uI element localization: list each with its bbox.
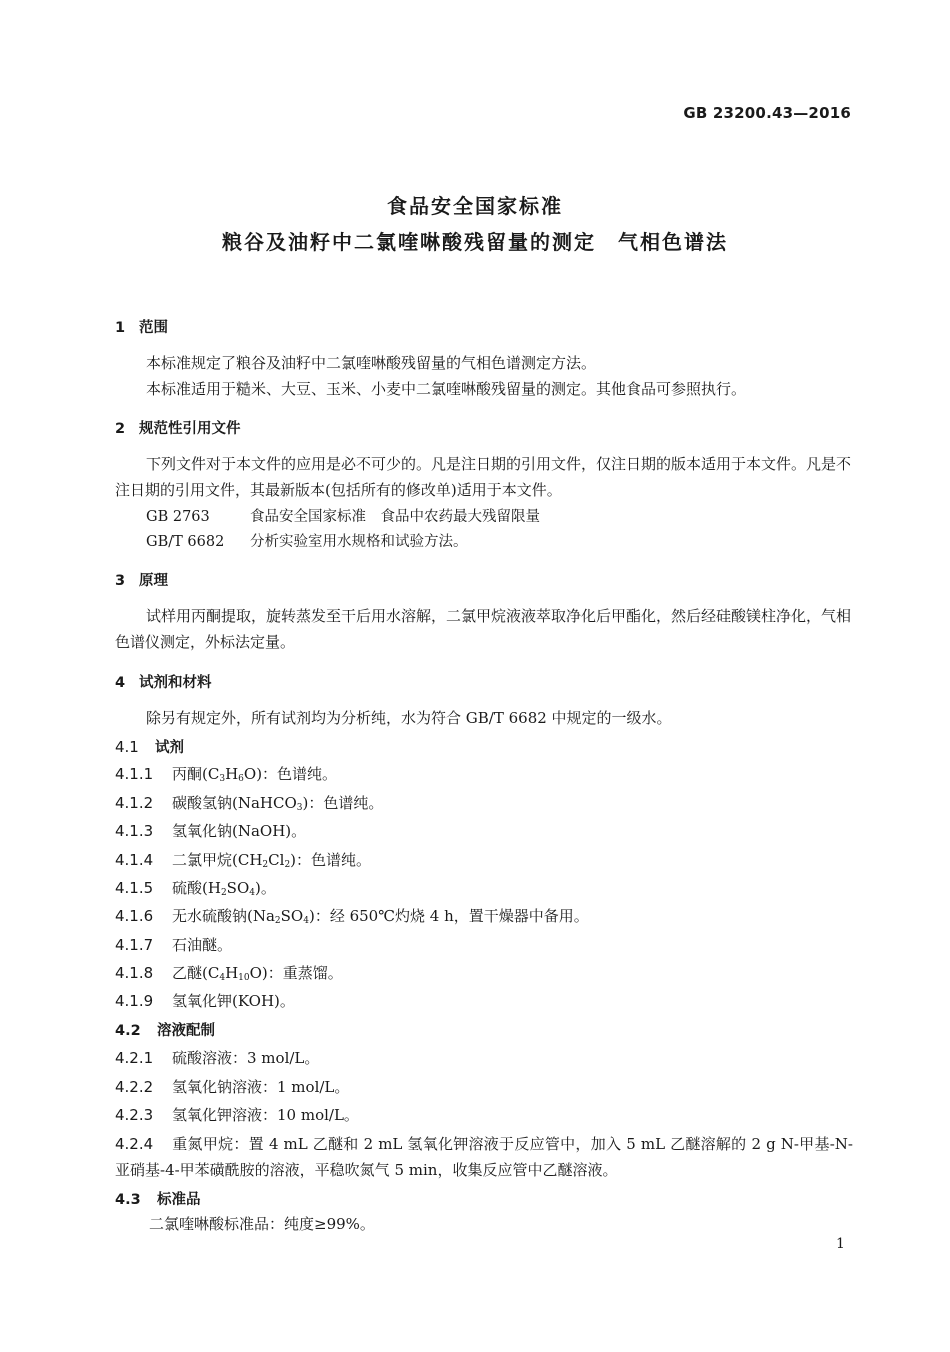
- item-number: 4.1.2: [115, 794, 154, 812]
- list-item: 4.1.5 硫酸$(H_2SO_4)$。: [115, 879, 276, 898]
- item-number: 4.2.2: [115, 1078, 154, 1096]
- subsection-number: 4.2: [115, 1023, 141, 1039]
- section-number: 2: [115, 421, 126, 437]
- subsection-number: 4.1: [115, 738, 139, 756]
- paragraph: 本标准适用于糙米、大豆、玉米、小麦中二氯喹啉酸残留量的测定。其他食品可参照执行。: [146, 380, 747, 398]
- reference-code: GB 2763: [146, 509, 210, 525]
- item-number: 4.1.3: [115, 822, 154, 840]
- section-title: 范围: [139, 320, 168, 336]
- item-number: 4.2.4: [115, 1135, 154, 1153]
- section-4-heading: [115, 671, 212, 692]
- document-title-line2: 粮谷及油籽中二氯喹啉酸残留量的测定 气相色谱法: [222, 230, 728, 254]
- section-title: 试剂和材料: [139, 675, 212, 691]
- list-item: 4.1.1 丙酮$(C_3H_6O)$：色谱纯。: [115, 765, 338, 784]
- list-item: 4.1.3 氢氧化钠(NaOH)。: [115, 822, 307, 840]
- item-number: 4.2.1: [115, 1049, 154, 1067]
- item-number: 4.1.5: [115, 879, 154, 897]
- list-item: 4.1.2 碳酸氢钠(NaHCO$_3$)：色谱纯。: [115, 794, 384, 813]
- subsection-4-3-heading: [115, 1188, 201, 1209]
- item-number: 4.2.3: [115, 1106, 154, 1124]
- section-1-heading: [115, 316, 168, 337]
- list-item: 4.2.4 重氮甲烷：置 4 mL 乙醚和 2 mL 氢氧化钾溶液于反应管中，加入 5 mL 乙醚溶解的 2 g N-甲基-N-亚硝基-4-甲苯磺酰胺的溶液，平稳吹氮气 5 min，收集反应管中乙醚溶液。: [115, 1131, 853, 1183]
- subsection-4-1-heading: [115, 736, 184, 757]
- subsection-title: 溶液配制: [157, 1023, 215, 1039]
- page-number: 1: [836, 1236, 845, 1252]
- paragraph: 本标准规定了粮谷及油籽中二氯喹啉酸残留量的气相色谱测定方法。: [146, 354, 597, 372]
- document-title-line1: 食品安全国家标准: [387, 194, 563, 218]
- reference-code: GB/T 6682: [146, 534, 225, 550]
- list-item: 4.1.7 石油醚。: [115, 936, 233, 954]
- section-3-heading: [115, 569, 168, 590]
- reference-title: 分析实验室用水规格和试验方法。: [250, 534, 468, 550]
- paragraph: 试样用丙酮提取，旋转蒸发至干后用水溶解，二氯甲烷液液萃取净化后甲酯化，然后经硅酸镁柱净化，气相色谱仪测定，外标法定量。: [115, 607, 852, 651]
- item-number: 4.1.1: [115, 765, 154, 783]
- section-title: 规范性引用文件: [139, 421, 241, 437]
- paragraph: 除另有规定外，所有试剂均为分析纯，水为符合 GB/T 6682 中规定的一级水。: [146, 709, 672, 727]
- reference-item: [146, 530, 468, 551]
- reference-item: [146, 505, 540, 526]
- paragraph: 下列文件对于本文件的应用是必不可少的。凡是注日期的引用文件，仅注日期的版本适用于本文件。凡是不注日期的引用文件，其最新版本(包括所有的修改单)适用于本文件。: [115, 455, 852, 499]
- subsection-title: 试剂: [155, 740, 184, 756]
- list-item: 4.2.2 氢氧化钠溶液：1 mol/L。: [115, 1078, 350, 1096]
- list-item: 4.1.6 无水硫酸钠$(Na_2SO_4)$：经 650℃灼烧 4 h，置干燥器中备用。: [115, 907, 589, 926]
- paragraph: 二氯喹啉酸标准品：纯度≥99%。: [149, 1215, 375, 1233]
- subsection-title: 标准品: [157, 1192, 201, 1208]
- item-number: 4.1.7: [115, 936, 154, 954]
- list-item: 4.1.8 乙醚$(C_4H_{10}O)$：重蒸馏。: [115, 964, 343, 983]
- list-item: 4.2.3 氢氧化钾溶液：10 mol/L。: [115, 1106, 359, 1124]
- list-item: 4.2.1 硫酸溶液：3 mol/L。: [115, 1049, 320, 1067]
- section-number: 4: [115, 675, 126, 691]
- subsection-4-2-heading: [115, 1019, 215, 1040]
- section-number: 1: [115, 320, 126, 336]
- section-title: 原理: [139, 573, 168, 589]
- subsection-number: 4.3: [115, 1192, 141, 1208]
- section-2-heading: [115, 417, 241, 438]
- item-number: 4.1.6: [115, 907, 154, 925]
- reference-title: 食品安全国家标准 食品中农药最大残留限量: [250, 509, 540, 525]
- section-number: 3: [115, 573, 126, 589]
- standard-number: GB 23200.43—2016: [683, 104, 851, 122]
- item-number: 4.1.9: [115, 992, 154, 1010]
- item-number: 4.1.4: [115, 851, 154, 869]
- item-number: 4.1.8: [115, 964, 154, 982]
- list-item: 4.1.4 二氯甲烷$(CH_2Cl_2)$：色谱纯。: [115, 851, 372, 870]
- list-item: 4.1.9 氢氧化钾(KOH)。: [115, 992, 295, 1010]
